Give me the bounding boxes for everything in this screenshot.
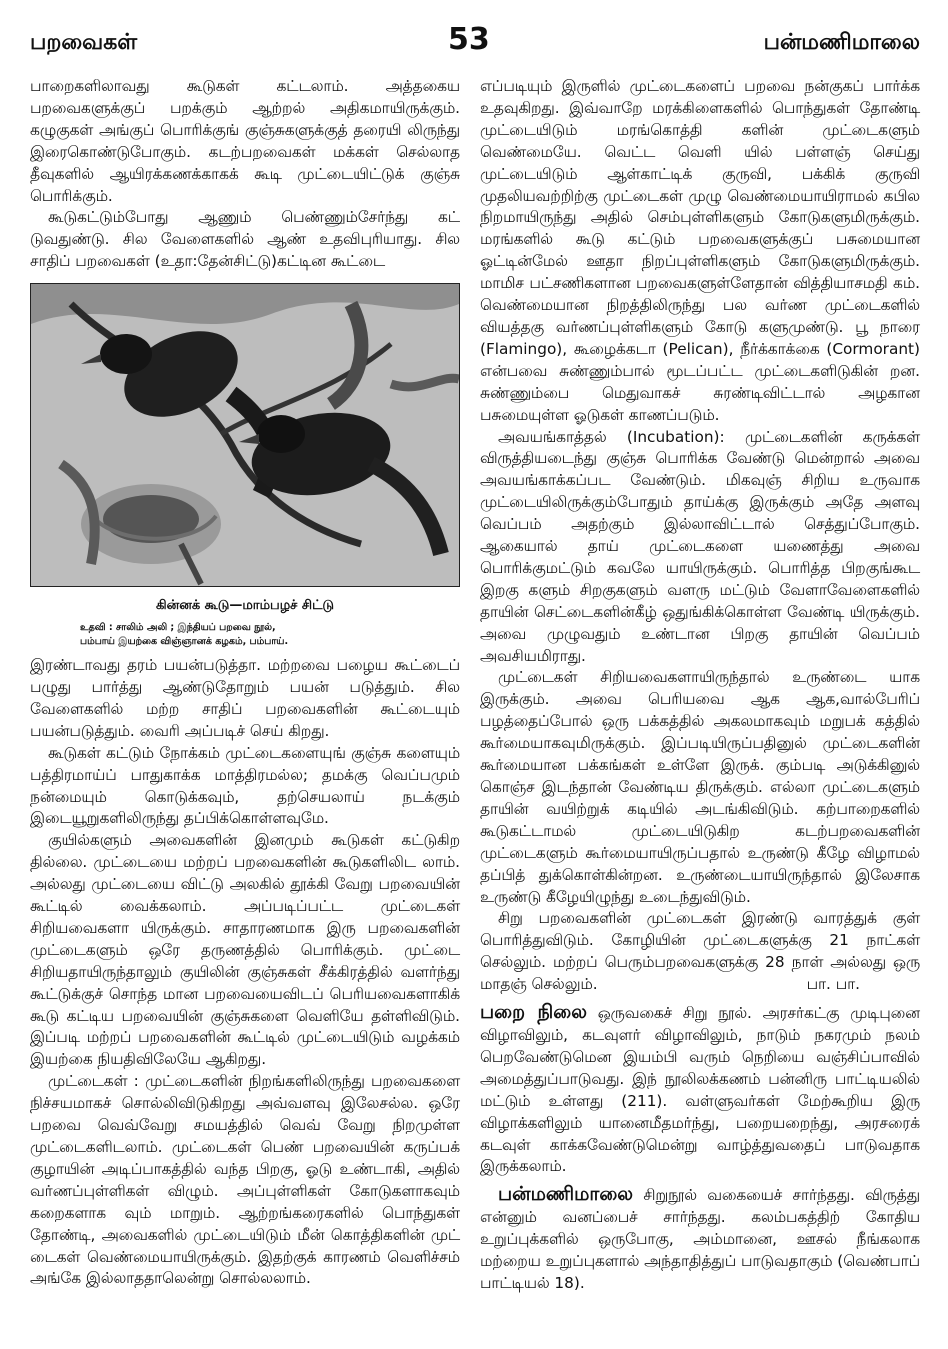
page-header <box>30 22 920 62</box>
entry-headword: பறை நிலை <box>480 1001 587 1024</box>
running-head-right: பன்மணிமாலை <box>763 30 920 55</box>
figure <box>30 283 460 649</box>
entry <box>480 1184 920 1295</box>
paragraph: முட்டைகள் சிறியவைகளாயிருந்தால் உருண்டை யாக இருக்கும். அவை பெரியவை ஆக ஆக,வால்பேரிப் பழத்தைப்போல் ஒரு பக்கத்தில் அகலமாகவும் மறுபக் கத்தில் கூர்மையாகவுமிருக்கும். இப்படியிருப்பதினுல் முட்டைகளின் கூர்மையான பக்கங்கள் உள்ளே இருக். கும்படி அடுக்கினுல் கொஞ்ச இடந்தான் வேண்டிய திருக்கும். எல்லா முட்டைகளும் தாயின் வயிற்றுக் கடியில் அடங்கிவிடும். கற்பாறைகளில் கூடுகட்டாமல் முட்டையிடுகிற கடற்பறவைகளின் முட்டைகளும் கூர்மையாயிருப்பதால் உருண்டு கீழே விழாமல் தப்பித் துக்கொள்கின்றன. உருண்டையாயிருந்தால் இலேசாக உருண்டு கீழேயிழுந்து உடைந்துவிடும். <box>480 668 920 906</box>
paragraph: கூடுகள் கட்டும் நோக்கம் முட்டைகளையுங் குஞ்சு களையும் பத்திரமாய்ப் பாதுகாக்க மாத்திரமல்ல; தமக்கு வெப்பமும் நன்மையும் கொடுக்கவும், தற்செயலாய் நடக்கும் இடையூறுகளிலிருந்து தப்பிக்கொள்ளவுமே. <box>30 743 460 828</box>
left-column <box>30 76 460 1290</box>
figure-credit <box>80 621 460 649</box>
entry <box>480 1002 920 1178</box>
paragraph: பாறைகளிலாவது கூடுகள் கட்டலாம். அத்தகைய பறவைகளுக்குப் பறக்கும் ஆற்றல் அதிகமாயிருக்கும். கழுகுகள் அங்குப் பொரிக்குங் குஞ்சுகளுக்குத் தரையி லிருந்து இரைகொண்டுபோகும். கடற்பறவைகள் மக்கள் செல்லாத தீவுகளில் ஆயிரக்கணக்காகக் கூடி முட்டையிட்டுக் குஞ்சு பொரிக்கும். <box>30 77 460 205</box>
paragraph: அவயங்காத்தல் (Incubation): முட்டைகளின் கருக்கள் விருத்தியடைந்து குஞ்சு பொரிக்க வேண்டு மென்றால் அவை அவயங்காக்கப்பட வேண்டும். மிகவுஞ் சிறிய உருவாக முட்டையிலிருக்கும்போதும் தாய்க்கு இருக்கும் அதே அளவு வெப்பம் அதற்கும் இல்லாவிட்டால் செத்துப்போகும். ஆகையால் தாய் முட்டைகளை யணைத்து அவை பொரிக்குமட்டும் கவலே யாயிருக்கும். பொரித்த பிறகுங்கூட இறகு களும் சிறகுகளும் வளரு மட்டும் வேளாவேளைகளில் தாயின் செட்டைகளின்கீழ் ஒதுங்கிக்கொள்ள வேண்டி யிருக்கும். அவை முழுவதும் உண்டான பிறகு தாயின் வெப்பம் அவசியமிராது. <box>480 427 920 665</box>
page-number: 53 <box>448 22 490 57</box>
paragraph: இரண்டாவது தரம் பயன்படுத்தா. மற்றவை பழைய கூட்டைப் பழுது பார்த்து ஆண்டுதோறும் பயன் படுத்தும். சில வேளைகளில் மற்ற சாதிப் பறவைகளின் கூட்டையும் பயன்படுத்தும். வைரி அப்படிச் செய் கிறது. <box>30 656 460 740</box>
right-column <box>480 76 920 1295</box>
entry-headword: பன்மணிமாலை <box>498 1183 634 1206</box>
figure-credit-line: பம்பாய் இயற்கை விஞ்ஞானக் கழகம், பம்பாய். <box>80 636 289 648</box>
entry-text: சிறுநூல் வகையைச் சார்ந்தது. விருத்து என்னும் வனப்பைச் சார்ந்தது. கலம்பகத்திற் கோதிய உறுப்புக்களில் ஒருபோகு, அம்மானை, ஊசல் நீங்கலாக மற்றைய உறுப்புகளால் அந்தாதித்துப் பாடுவதாகும் (வெண்பாப் பாட்டியல் 18). <box>480 1186 920 1292</box>
paragraph-text: சிறு பறவைகளின் முட்டைகள் இரண்டு வாரத்துக் குள் பொரித்துவிடும். கோழியின் முட்டைகளுக்கு 21 நாட்கள் செல்லும். மற்றப் பெரும்பறவைகளுக்கு 28 நாள் அல்லது ஒரு மாதஞ் செல்லும். <box>480 909 920 994</box>
paragraph: கூடுகட்டும்போது ஆணும் பெண்ணும்சேர்ந்து கட் டுவதுண்டு. சில வேளைகளில் ஆண் உதவிபுரியாது. சில சாதிப் பறவைகள் (உதா:தேன்சிட்டு)கட்டின கூட்டை <box>30 208 460 271</box>
paragraph: முட்டைகள் : முட்டைகளின் நிறங்களிலிருந்து பறவைகளை நிச்சயமாகச் சொல்லிவிடுகிறது அவ்வளவு இலேசல்ல. ஒரே பறவை வெவ்வேறு சமயத்தில் வெவ் வேறு நிறமுள்ள முட்டைகளிடலாம். முட்டைகள் பெண் பறவையின் கருப்பக் குழாயின் அடிப்பாகத்தில் வந்த பிறகு, ஓடு உண்டாகி, அதில் வர்ணப்புள்ளிகள் விழும். அப்புள்ளிகள் கோடுகளாகவும் கறைகளாக வும் மாறும். ஆற்றங்கரைகளில் பொந்துகள் தோண்டி, அவைகளில் முட்டையிடும் மீன் கொத்திகளின் முட் டைகள் வெண்மையாயிருக்கும். இதற்குக் காரணம் வெளிச்சம் அங்கே இல்லாததாலென்று சொல்லலாம். <box>30 1072 460 1288</box>
figure-credit-line: உதவி : சாலிம் அலி ; இந்தியப் பறவை நூல், <box>80 622 276 634</box>
bird-nest-photo <box>30 283 460 587</box>
author-signature: பா. பா. <box>806 975 860 994</box>
paragraph <box>480 908 920 996</box>
paragraph: எப்படியும் இருளில் முட்டைகளைப் பறவை நன்குகப் பார்க்க உதவுகிறது. இவ்வாறே மரக்கிளைகளில் பொந்துகள் தோண்டி முட்டையிடும் மரங்கொத்தி களின் முட்டைகளும் வெண்மையே. வெட்ட வெளி யில் பள்ளஞ் செய்து முட்டையிடும் ஆள்காட்டிக் குருவி, பக்கிக் குருவி முதலியவற்றிற்கு முட்டைகள் முழு வெண்மையாயிராமல் கபில நிறமாயிருந்து அதில் செம்புள்ளிகளும் கோடுகளுமிருக்கும். மரங்களில் கூடு கட்டும் பறவைகளுக்குப் பசுமையான ஓட்டின்மேல் ஊதா நிறப்புள்ளிகளும் கோடுகளுமிருக்கும். மாமிச பட்சணிகளான பறவைகளுள்ளேதான் வித்தியாசமதி கம். வெண்மையான நிறத்திலிருந்து பல வர்ண முட்டைகளில் வியத்தகு வர்ணப்புள்ளிகளும் கோடு களுமுண்டு. பூ நாரை (Flamingo), கூழைக்கடா (Pelican), நீர்க்காக்கை (Cormorant) என்பவை சுண்ணும்பால் மூடப்பட்ட முட்டைகளிடுகின் றன. சுண்ணும்பை மெதுவாகச் சுரண்டிவிட்டால் அழகான பசுமையுள்ள ஓடுகள் காணப்படும். <box>480 77 920 424</box>
figure-caption: கின்னக் கூடு—மாம்பழச் சிட்டு <box>155 598 335 614</box>
paragraph: குயில்களும் அவைகளின் இனமும் கூடுகள் கட்டுகிற தில்லை. முட்டையை மற்றப் பறவைகளின் கூடுகளிலிட லாம். அல்லது முட்டையை விட்டு அலகில் தூக்கி வேறு பறவையின் கூட்டில் வைக்கலாம். அப்படிப்பட்ட முட்டைகள் சிறியவைகளா யிருக்கும். சாதாரணமாக இரு பறவைகளின் முட்டைகளும் ஒரே தருணத்தில் பொரிக்கும். முட்டை சிறியதாயிருந்தாலும் குயிலின் குஞ்சுகள் சீக்கிரத்தில் வளர்ந்து கூட்டுக்குச் சொந்த மான பறவையைவிடப் பெரியவைகளாகிக் கூடு கட்டிய பறவையின் குஞ்சுகளை வெளியே தள்ளிவிடும். இப்படி மற்றப் பறவைகளின் கூட்டில் முட்டையிடும் வழக்கம் இயற்கை நியதிவிலேயே ஆகிறது. <box>30 831 460 1069</box>
running-head-left: பறவைகள் <box>30 30 138 55</box>
entry-text: ஒருவகைச் சிறு நூல். அரசர்கட்கு முடிபுனை விழாவிலும், கடவுளர் விழாவிலும், நாடும் நகரமும் நலம் பெறவேண்டுமென இயம்பி வரும் நெறியை வஞ்சிப்பாவில் அமைத்துப்பாடுவது. இந் நூலிலக்கணம் பன்னிரு பாட்டியலில் மட்டும் உள்ளது (211). வள்ளுவர்கள் மேற்கூறிய இரு விழாக்களிலும் யானைமீதமர்ந்து, பறையறைந்து, அரசரைக் கடவுள் காக்கவேண்டுமென்று வாழ்த்துவதைப் பாடுவதாக இருக்கலாம். <box>480 1004 920 1176</box>
